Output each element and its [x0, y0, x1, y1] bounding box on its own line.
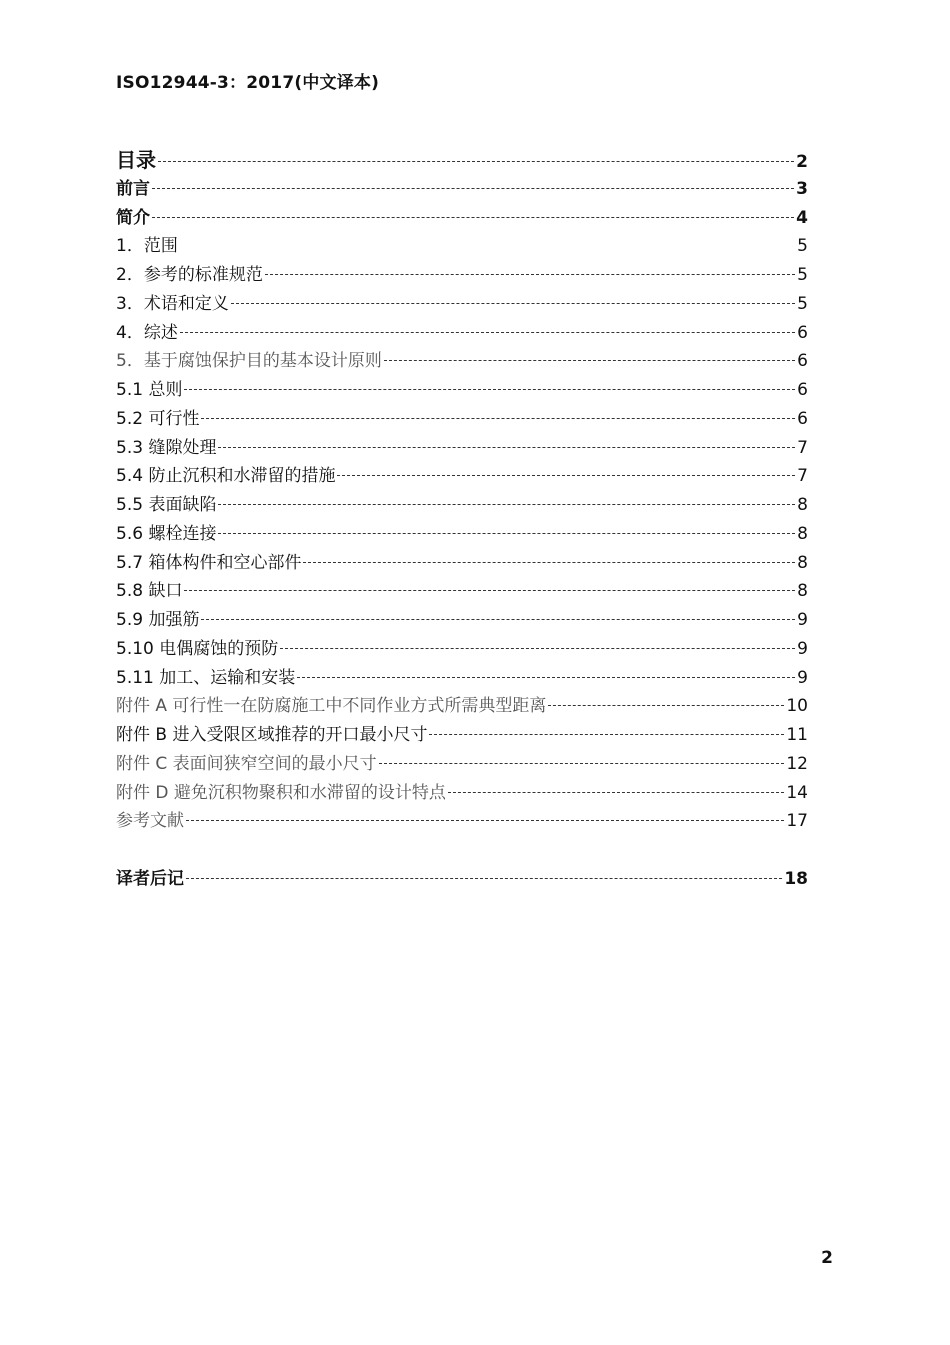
toc-entry-title: 附件 A 可行性一在防腐施工中不同作业方式所需典型距离: [116, 696, 547, 717]
toc-entry-page: 5: [797, 236, 808, 257]
toc-entry-title: 5.5 表面缺陷: [116, 495, 217, 515]
toc-entry[interactable]: [116, 807, 808, 836]
toc-entry-title: 5.9 加强筋: [116, 610, 200, 630]
toc-entry-page: 9: [797, 638, 808, 659]
toc-leader-dots: [379, 763, 785, 764]
toc-entry-page: 7: [797, 437, 808, 458]
toc-leader-dots: [218, 504, 795, 505]
toc-leader-dots: [180, 332, 795, 333]
toc-entry-page: 6: [797, 351, 808, 372]
toc-entry[interactable]: [116, 347, 808, 376]
toc-leader-dots: [303, 562, 795, 563]
toc-leader-dots: [152, 188, 794, 189]
toc-leader-dots: [265, 274, 795, 275]
toc-leader-dots: [201, 619, 795, 620]
toc-leader-dots: [218, 533, 795, 534]
toc-entry-page: 12: [786, 753, 808, 774]
toc-entry[interactable]: [116, 319, 808, 348]
toc-entry[interactable]: [116, 491, 808, 520]
toc-entry-page: 5: [797, 265, 808, 285]
toc-entry-title: 5．基于腐蚀保护目的基本设计原则: [116, 351, 382, 372]
toc-entry-title: 前言: [116, 178, 150, 199]
toc-entry-page: 7: [797, 466, 808, 487]
page-number: 2: [821, 1248, 833, 1268]
toc-leader-dots: [201, 418, 795, 419]
toc-entry[interactable]: [116, 606, 808, 635]
toc-entry[interactable]: [116, 779, 808, 808]
toc-entry[interactable]: [116, 376, 808, 405]
toc-leader-dots: [184, 389, 795, 390]
toc-leader-dots: [297, 677, 795, 678]
toc-entry[interactable]: [116, 434, 808, 463]
toc-entry-title: 附件 C 表面间狭窄空间的最小尺寸: [116, 753, 377, 774]
toc-entry-title: 译者后记: [116, 869, 184, 889]
toc-leader-dots: [337, 475, 795, 476]
toc-entry[interactable]: [116, 692, 808, 721]
toc-entry-title: 1．范围: [116, 236, 178, 257]
toc-leader-dots: [548, 705, 784, 706]
toc-entry[interactable]: [116, 750, 808, 779]
toc-entry-title: 附件 B 进入受限区域推荐的开口最小尺寸: [116, 725, 428, 745]
toc-entry-page: 8: [797, 581, 808, 602]
toc-entry[interactable]: [116, 577, 808, 606]
toc-entry-title: 5.3 缝隙处理: [116, 437, 217, 458]
toc-entry-page: 8: [797, 552, 808, 573]
toc-entry-title: 5.7 箱体构件和空心部件: [116, 552, 302, 573]
toc-entry-page: 6: [797, 380, 808, 400]
toc-entry[interactable]: [116, 204, 808, 233]
toc-entry[interactable]: [116, 175, 808, 204]
toc-leader-dots: [186, 878, 782, 879]
toc-entry-page: 5: [797, 293, 808, 314]
toc-entry-title: 5.4 防止沉积和水滞留的措施: [116, 466, 336, 487]
toc-entry-page: 17: [786, 811, 808, 832]
toc-entry-title: 5.8 缺口: [116, 581, 183, 602]
toc-leader-dots: [218, 447, 795, 448]
toc-entry-page: 2: [796, 152, 808, 172]
toc-entry-page: 8: [797, 523, 808, 544]
toc-leader-dots: [186, 820, 784, 821]
toc-entry[interactable]: [116, 290, 808, 319]
toc-entry[interactable]: [116, 146, 808, 175]
toc-entry-page: 6: [797, 408, 808, 429]
toc-entry-page: 10: [786, 696, 808, 717]
toc-entry-title: 目录: [116, 148, 156, 172]
document-header: ISO12944-3：2017(中文译本): [116, 73, 380, 93]
table-of-contents: [116, 146, 808, 894]
toc-entry[interactable]: [116, 232, 808, 261]
toc-entry[interactable]: [116, 664, 808, 693]
toc-entry-title: 5.2 可行性: [116, 408, 200, 429]
toc-entry[interactable]: [116, 261, 808, 290]
toc-entry[interactable]: [116, 520, 808, 549]
toc-entry-title: 5.6 螺栓连接: [116, 523, 217, 544]
toc-entry-page: 18: [784, 869, 808, 889]
toc-entry-page: 14: [786, 782, 808, 803]
toc-leader-dots: [184, 590, 795, 591]
toc-entry[interactable]: [116, 405, 808, 434]
toc-entry-title: 参考文献: [116, 811, 184, 832]
toc-entry[interactable]: [116, 635, 808, 664]
toc-entry-title: 2．参考的标准规范: [116, 265, 263, 285]
toc-entry[interactable]: [116, 865, 808, 894]
toc-leader-dots: [280, 648, 795, 649]
toc-entry-title: 4．综述: [116, 322, 178, 343]
toc-leader-dots: [158, 161, 794, 162]
toc-leader-dots: [429, 734, 784, 735]
toc-leader-dots: [384, 360, 795, 361]
toc-entry-title: 5.11 加工、运输和安装: [116, 667, 296, 688]
toc-leader-dots: [231, 303, 795, 304]
toc-entry-title: 简介: [116, 207, 150, 228]
toc-entry-page: 6: [797, 322, 808, 343]
toc-entry-title: 附件 D 避免沉积物聚积和水滞留的设计特点: [116, 782, 446, 803]
toc-entry-title: 5.1 总则: [116, 380, 183, 400]
toc-entry-page: 8: [797, 495, 808, 515]
toc-entry-page: 11: [786, 725, 808, 745]
toc-leader-dots: [448, 792, 784, 793]
toc-entry-page: 9: [797, 667, 808, 688]
toc-entry-title: 3．术语和定义: [116, 293, 229, 314]
toc-entry-page: 9: [797, 610, 808, 630]
toc-entry[interactable]: [116, 549, 808, 578]
toc-entry[interactable]: [116, 721, 808, 750]
toc-entry-page: 4: [796, 207, 808, 228]
toc-entry-page: 3: [796, 178, 808, 199]
toc-leader-dots: [152, 217, 794, 218]
toc-entry-title: 5.10 电偶腐蚀的预防: [116, 638, 279, 659]
toc-entry[interactable]: [116, 462, 808, 491]
